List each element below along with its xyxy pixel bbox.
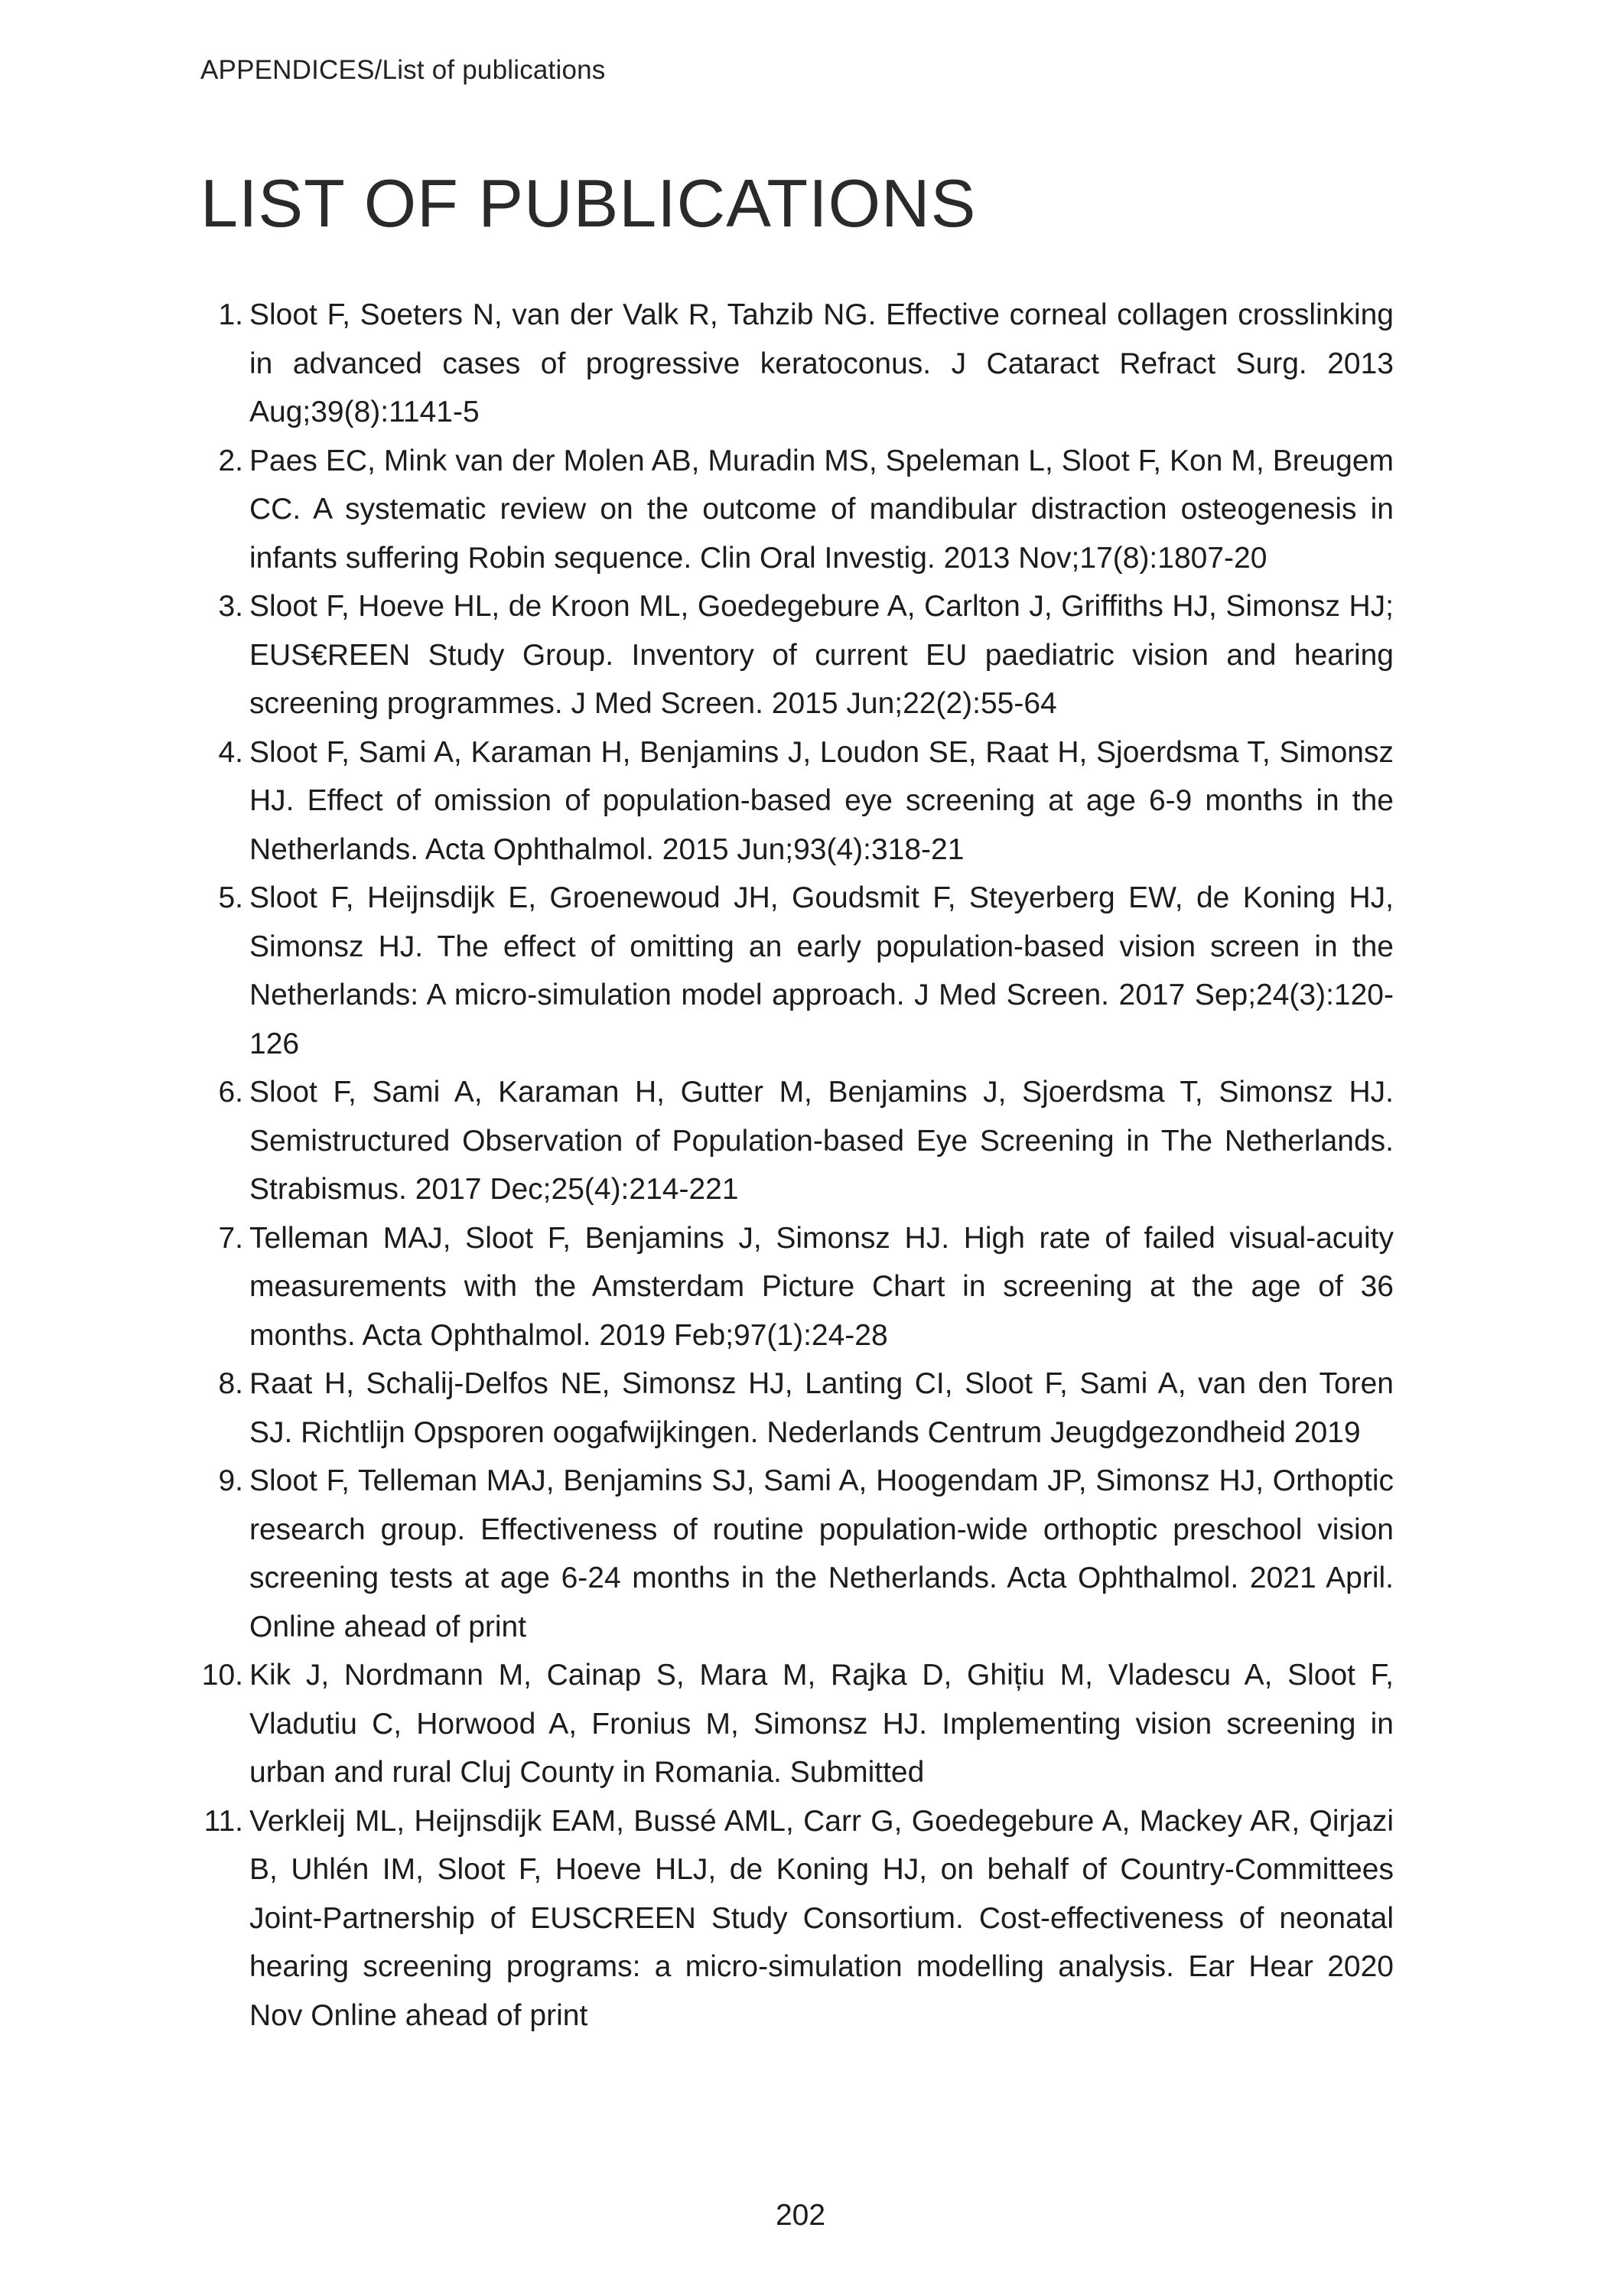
publication-item bbox=[200, 1457, 1394, 1651]
publication-number: 10. bbox=[201, 1659, 243, 1692]
publication-number: 5. bbox=[218, 881, 243, 914]
publication-number: 4. bbox=[218, 735, 243, 769]
publication-number: 2. bbox=[218, 444, 243, 477]
publication-citation: Kik J, Nordmann M, Cainap S, Mara M, Rajka D, Ghițiu M, Vladescu A, Sloot F, Vladutiu C, Horwood A, Fronius M, Simonsz HJ. Implementing vision screening in urban and rural Cluj County in Romania. Submitted bbox=[249, 1659, 1394, 1789]
publication-citation: Sloot F, Hoeve HL, de Kroon ML, Goedegebure A, Carlton J, Griffiths HJ, Simonsz HJ; EUS€REEN Study Group. Inventory of current EU paediatric vision and hearing screening programmes. J Med Screen. 2015 Jun;22(2):55-64 bbox=[249, 590, 1394, 720]
publication-citation: Sloot F, Sami A, Karaman H, Gutter M, Benjamins J, Sjoerdsma T, Simonsz HJ. Semistructured Observation of Population-based Eye Screening in The Netherlands. Strabismus. 2017 Dec;25(4):214-221 bbox=[249, 1076, 1394, 1206]
publication-citation: Sloot F, Telleman MAJ, Benjamins SJ, Sami A, Hoogendam JP, Simonsz HJ, Orthoptic research group. Effectiveness of routine population-wide orthoptic preschool vision screening tests at age 6-24 months in the Netherlands. Acta Ophthalmol. 2021 April. Online ahead of print bbox=[249, 1464, 1394, 1643]
publication-citation: Raat H, Schalij-Delfos NE, Simonsz HJ, Lanting CI, Sloot F, Sami A, van den Toren SJ. Richtlijn Opsporen oogafwijkingen. Nederlands Centrum Jeugdgezondheid 2019 bbox=[249, 1367, 1394, 1449]
running-header: APPENDICES/List of publications bbox=[200, 55, 606, 85]
publication-item bbox=[200, 582, 1394, 728]
publication-item bbox=[200, 728, 1394, 874]
publication-citation: Sloot F, Heijnsdijk E, Groenewoud JH, Goudsmit F, Steyerberg EW, de Koning HJ, Simonsz HJ. The effect of omitting an early population-based vision screen in the Netherlands: A micro-simulation model approach. J Med Screen. 2017 Sep;24(3):120-126 bbox=[249, 881, 1394, 1060]
publication-citation: Sloot F, Soeters N, van der Valk R, Tahzib NG. Effective corneal collagen crosslinking in advanced cases of progressive keratoconus. J Cataract Refract Surg. 2013 Aug;39(8):1141-5 bbox=[249, 298, 1394, 428]
publication-item bbox=[200, 1360, 1394, 1457]
publication-number: 1. bbox=[218, 298, 243, 331]
publication-number: 7. bbox=[218, 1221, 243, 1255]
page-number: 202 bbox=[775, 2199, 826, 2232]
publication-number: 6. bbox=[218, 1076, 243, 1109]
publication-item bbox=[200, 1068, 1394, 1214]
publication-number: 9. bbox=[218, 1464, 243, 1497]
publication-item bbox=[200, 1651, 1394, 1797]
page-title: LIST OF PUBLICATIONS bbox=[200, 165, 977, 241]
publication-item bbox=[200, 874, 1394, 1068]
publication-citation: Verkleij ML, Heijnsdijk EAM, Bussé AML, Carr G, Goedegebure A, Mackey AR, Qirjazi B, Uhlén IM, Sloot F, Hoeve HLJ, de Koning HJ, on behalf of Country-Committees Joint-Partnership of EUSCREEN Study Consortium. Cost-effectiveness of neonatal hearing screening programs: a micro-simulation modelling analysis. Ear Hear 2020 Nov Online ahead of print bbox=[249, 1804, 1394, 2032]
publication-item bbox=[200, 291, 1394, 437]
publication-item bbox=[200, 437, 1394, 583]
publication-list bbox=[200, 291, 1394, 2040]
publication-citation: Paes EC, Mink van der Molen AB, Muradin MS, Speleman L, Sloot F, Kon M, Breugem CC. A systematic review on the outcome of mandibular distraction osteogenesis in infants suffering Robin sequence. Clin Oral Investig. 2013 Nov;17(8):1807-20 bbox=[249, 444, 1394, 575]
publication-item bbox=[200, 1797, 1394, 2040]
publication-item bbox=[200, 1214, 1394, 1360]
publication-number: 3. bbox=[218, 590, 243, 623]
publication-citation: Telleman MAJ, Sloot F, Benjamins J, Simonsz HJ. High rate of failed visual-acuity measurements with the Amsterdam Picture Chart in screening at the age of 36 months. Acta Ophthalmol. 2019 Feb;97(1):24-28 bbox=[249, 1221, 1394, 1352]
publication-number: 11. bbox=[203, 1804, 243, 1838]
publication-citation: Sloot F, Sami A, Karaman H, Benjamins J, Loudon SE, Raat H, Sjoerdsma T, Simonsz HJ. Effect of omission of population-based eye screening at age 6-9 months in the Netherlands. Acta Ophthalmol. 2015 Jun;93(4):318-21 bbox=[249, 735, 1394, 866]
publication-number: 8. bbox=[218, 1367, 243, 1400]
